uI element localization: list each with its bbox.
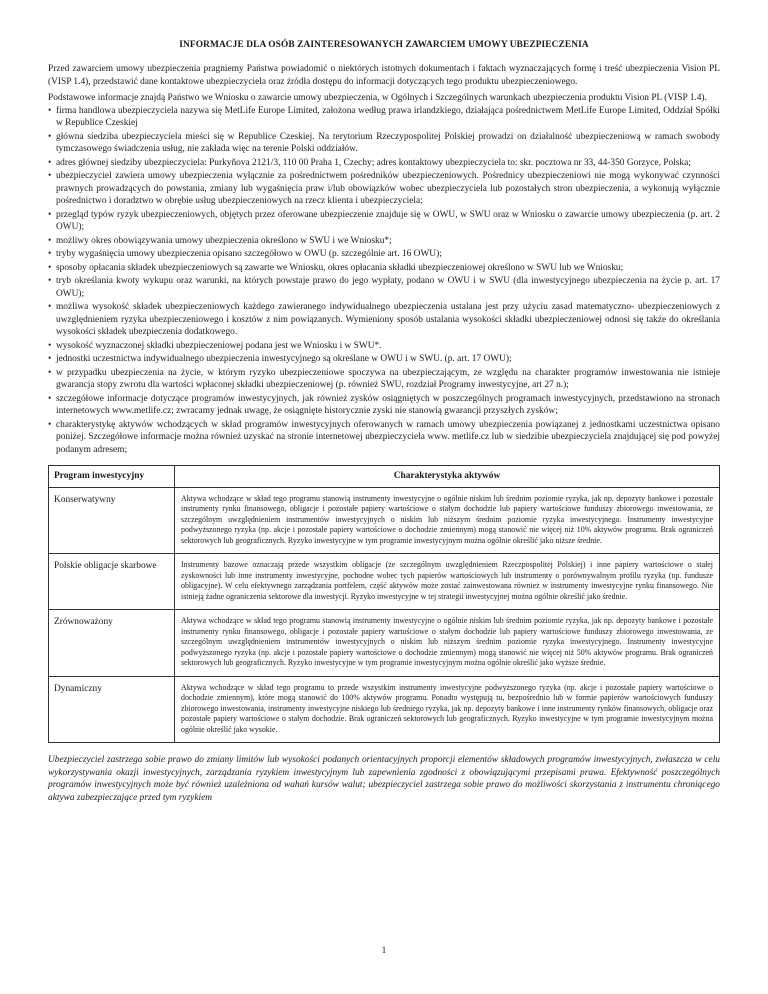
bullet-item: • tryb określania kwoty wykupu oraz warunki, na których powstaje prawo do jego wypłaty, podano w OWU i w SWU (dla inwestycyjnego ubezpieczenia na życie p. art. 17 OWU); [48,275,720,300]
bullet-item: • wysokość wyznaczonej składki ubezpieczeniowej podana jest we Wniosku i w SWU*. [48,340,720,353]
intro-paragraph-1: Przed zawarciem umowy ubezpieczenia pragniemy Państwa powiadomić o niektórych istotnych dokumentach i faktach wyznaczających formę i treść ubezpieczenia Vision PL (VISP 1.4), przedstawić dane kontaktowe ubezpieczyciela oraz źródła dostępu do informacji dotyczących tego produktu ubezpieczeniowego. [48,64,720,87]
table-row [49,554,720,610]
program-name: Dynamiczny [49,676,175,743]
bullet-item: • w przypadku ubezpieczenia na życie, w którym ryzyko ubezpieczeniowe spoczywa na ubezpieczającym, ze względu na charakter programów inwestowania nie istnieje gwarancja stopy zwrotu dla wartości wpłaconej składki ubezpieczeniowej (p. również SWU, rozdział Programy inwestycyjne, art 27 n.); [48,367,720,392]
bullet-item: • jednostki uczestnictwa indywidualnego ubezpieczenia inwestycyjnego są określane w OWU i w SWU. (p. art. 17 OWU); [48,353,720,366]
header-characteristics: Charakterystyka aktywów [175,466,720,488]
info-bullet-list [48,105,720,457]
bullet-item: • ubezpieczyciel zawiera umowy ubezpieczenia wyłącznie za pośrednictwem pośredników ubezpieczeniowych. Pośrednicy ubezpieczeniowi nie mogą wykonywać czynności prawnych prowadzących do powstania, zmiany lub wygaśnięcia praw i/lub obowiązków wobec ubezpieczyciela lub pozostałych stron ubezpieczenia, a wykonują wyłącznie pośrednictwo i doradztwo w obrębie usług ubezpieczeniowych na rzecz klienta i ubezpieczyciela; [48,170,720,208]
program-name: Zrównoważony [49,610,175,677]
table-row [49,487,720,554]
program-name: Polskie obligacje skarbowe [49,554,175,610]
program-description: Aktywa wchodzące w skład tego programu stanowią instrumenty inwestycyjne o ogólnie niskim lub średnim poziomie ryzyka, jak np. depozyty bankowe i pozostałe instrumenty rynku finansowego, obligacje i pozostałe papiery wartościowe o stałym dochodzie lub papiery wartościowe funduszy zbiorowego inwestowania, ze szczególnym uwzględnieniem instrumentów inwestycyjnych o niskim lub niższym średnim poziomie ryzyka inwestycyjnego. Instrumenty inwestycyjne podwyższonego ryzyka (np. akcje i pozostałe papiery wartościowe o dochodzie zmiennym) mogą stanowić nie więcej niż 50% aktywów programu. Brak ograniczeń sektorowych lub geograficznych. Ryzyko inwestycyjne w tym programie inwestycyjnym można ogólnie określić jako wyższe średnie. [175,610,720,677]
bullet-item: • tryby wygaśnięcia umowy ubezpieczenia opisano szczegółowo w OWU (p. szczególnie art. 16 OWU); [48,248,720,261]
header-program: Program inwestycyjny [49,466,175,488]
bullet-item: • charakterystykę aktywów wchodzących w skład programów inwestycyjnych oferowanych w ramach umowy ubezpieczenia powiązanej z jednostkami uczestnictwa opisano poniżej. Szczegółowe informacje można również uzyskać na stronie internetowej ubezpieczyciela www. metlife.cz lub w siedzibie ubezpieczyciela znajdującej się pod powyżej podanym adresem; [48,419,720,457]
bullet-item: • możliwy okres obowiązywania umowy ubezpieczenia określono w SWU i we Wniosku*; [48,235,720,248]
investment-programs-table [48,465,720,743]
program-description: Instrumenty bazowe oznaczają przede wszystkim obligacje (ze szczególnym uwzględnieniem Rzeczpospolitej Polskiej) i inne papiery wartościowe o stałej zyskowności lub inne instrumenty inwestycyjne, pochodne wobec tych papierów wartościowych lub instrumenty o porównywalnym profilu ryzyka (np. fundusze obligacyjne). W celu efektywnego zarządzania portfelem, część aktywów może zostać zainwestowana również w instrumenty inwestycyjne rynku finansowego. Nie istnieją żadne ograniczenia sektorowe dla inwestycji. Ryzyko inwestycyjne w tej strategii inwestycyjnej można ogólnie określić jako średnie. [175,554,720,610]
bullet-item: • główna siedziba ubezpieczyciela mieści się w Republice Czeskiej. Na terytorium Rzeczypospolitej Polskiej prowadzi on działalność ubezpieczeniową w ramach swobody tymczasowego świadczenia usług, nie zakłada więc na terenie Polski oddziałów. [48,131,720,156]
document-page [48,40,720,804]
document-title: INFORMACJE DLA OSÓB ZAINTERESOWANYCH ZAWARCIEM UMOWY UBEZPIECZENIA [179,40,589,50]
bullet-item: • sposoby opłacania składek ubezpieczeniowych są zawarte we Wniosku, okres opłacania składki ubezpieczeniowej określono w SWU lub we Wniosku; [48,262,720,275]
table-header-row [49,466,720,488]
table-row [49,676,720,743]
bullet-item: • przegląd typów ryzyk ubezpieczeniowych, objętych przez oferowane ubezpieczenie znajduje się w OWU, w SWU oraz w Wniosku o zawarcie umowy ubezpieczenia (p. art. 2 OWU); [48,209,720,234]
bullet-item: • szczegółowe informacje dotyczące programów inwestycyjnych, jak również zysków osiągniętych w poszczególnych programach inwestycyjnych, przedstawiono na stronach internetowych www.metlife.cz; zwracamy jednak uwagę, że osiągnięte historycznie zyski nie stanowią gwarancji przyszłych zysków; [48,393,720,418]
table-row [49,610,720,677]
program-description: Aktywa wchodzące w skład tego programu stanowią instrumenty inwestycyjne o ogólnie niskim lub średnim poziomie ryzyka, jak np. depozyty bankowe i pozostałe instrumenty rynku finansowego, obligacje i pozostałe papiery wartościowe o stałym dochodzie lub papiery wartościowe funduszy zbiorowego inwestowania, ze szczególnym uwzględnieniem instrumentów inwestycyjnych o niskim lub niższym średnim poziomie ryzyka inwestycyjnego. Instrumenty inwestycyjne podwyższonego ryzyka (np. akcje i pozostałe papiery wartościowe o dochodzie zmiennym) mogą stanowić nie więcej niż 10% aktywów programu. Brak ograniczeń sektorowych lub geograficznych. Ryzyko inwestycyjne w tym programie inwestycyjnym można ogólnie określić jako niższe średnie. [175,487,720,554]
bullet-item: • adres głównej siedziby ubezpieczyciela: Purkyňova 2121/3, 110 00 Praha 1, Czechy; adres kontaktowy ubezpieczyciela to: skr. pocztowa nr 33, 44-350 Gorzyce, Polska; [48,157,720,170]
bullet-item: • firma handlowa ubezpieczyciela nazywa się MetLife Europe Limited, założona według prawa irlandzkiego, działająca pośrednictwem MetLife Europe Limited, Oddział Spółki w Republice Czeskiej [48,105,720,130]
page-number: 1 [381,946,387,956]
program-description: Aktywa wchodzące w skład tego programu to przede wszystkim instrumenty inwestycyjne podwyższonego ryzyka (np. akcje i pozostałe papiery wartościowe o dochodzie zmiennym), które mogą stanowić do 100% aktywów programu. Ponadto występują tu, bezpośrednio lub w formie papierów wartościowych funduszy zbiorowego inwestowania, instrumenty inwestycyjne niskiego lub średniego ryzyka, jak np. depozyty bankowe i inne instrumenty rynków finansowych, obligacje oraz pozostałe papiery wartościowe o stałym dochodzie. Brak ograniczeń sektorowych lub geograficznych. Ryzyko inwestycyjne w tym programie inwestycyjnym można ogólnie określić jako wysokie. [175,676,720,743]
disclaimer-note: Ubezpieczyciel zastrzega sobie prawo do zmiany limitów lub wysokości podanych orientacyjnych proporcji elementów składowych programów inwestycyjnych, zwłaszcza w celu wykorzystywania okazji inwestycyjnych, zarządzania ryzykiem inwestycyjnym lub zapewnienia zgodności z obowiązującymi przepisami prawa. Efektywność poszczególnych programów inwestycyjnych może być również uzależniona od wahań kursów walut; ubezpieczyciel zastrzega sobie prawo do możliwości skorzystania z instrumentu chroniącego aktywa zabezpieczające przed tym ryzykiem [48,755,720,803]
program-name: Konserwatywny [49,487,175,554]
bullet-item: • możliwa wysokość składek ubezpieczeniowych każdego zawieranego indywidualnego ubezpieczenia ustalana jest przy użyciu zasad matematyczno- ubezpieczeniowych z uwzględnieniem ryzyka ubezpieczeniowego i kosztów z nim powiązanych. Wymieniony sposób ustalania wysokości składki ubezpieczeniowej odnosi się także do określania wysokości składek ubezpieczenia dodatkowego. [48,301,720,339]
intro-paragraph-2: Podstawowe informacje znajdą Państwo we Wniosku o zawarcie umowy ubezpieczenia, w Ogólnych i Szczególnych warunkach ubezpieczenia produktu Vision PL (VISP 1.4). [48,93,707,103]
